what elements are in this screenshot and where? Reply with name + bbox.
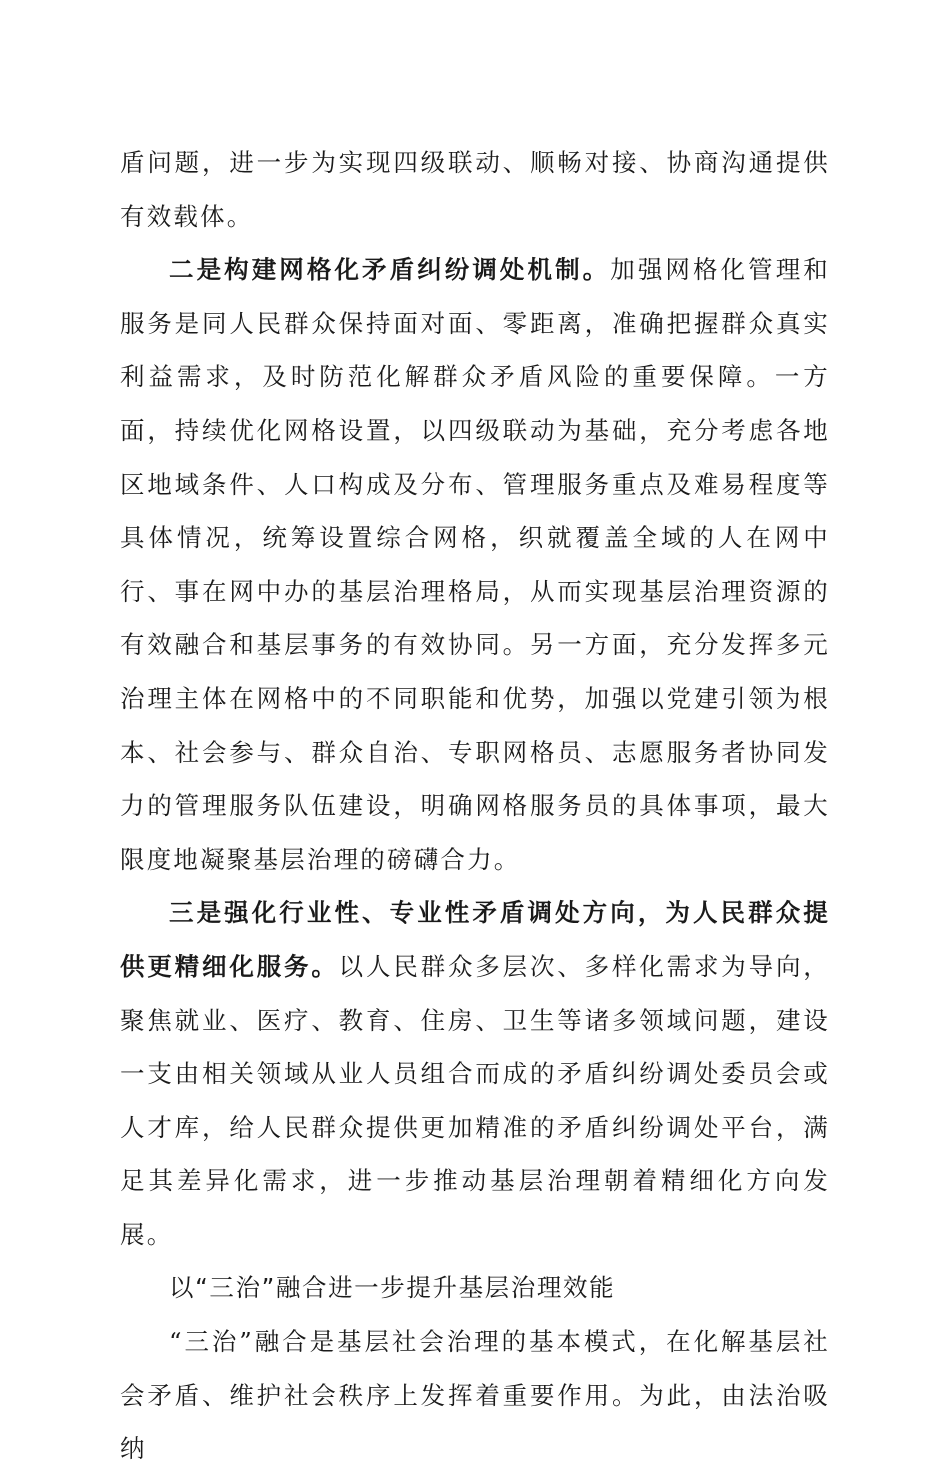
paragraph-grid-mechanism [120,243,830,886]
paragraph-professional-mediation [120,886,830,1261]
paragraph-lead: 二是构建网格化矛盾纠纷调处机制。 [169,255,611,285]
paragraph-lead: 三是强化行业性、专业性矛盾调处方向，为人民群众提供更精细化服务。 [120,898,830,981]
paragraph-body: 以人民群众多层次、多样化需求为导向，聚焦就业、医疗、教育、住房、卫生等诸多领域问题，建设一支由相关领域从业人员组合而成的矛盾纠纷调处委员会或人才库，给人民群众提供更加精准的矛盾纠纷调处平台，满足其差异化需求，进一步推动基层治理朝着精细化方向发展。 [120,951,830,1249]
paragraph-three-governance: “三治”融合是基层社会治理的基本模式，在化解基层社会矛盾、维护社会秩序上发挥着重要作用。为此，由法治吸纳 [120,1327,830,1464]
paragraph-continuation [120,136,830,243]
paragraph-body: 加强网格化管理和服务是同人民群众保持面对面、零距离，准确把握群众真实利益需求，及时防范化解群众矛盾风险的重要保障。一方面，持续优化网格设置，以四级联动为基础，充分考虑各地区地域条件、人口构成及分布、管理服务重点及难易程度等具体情况，统筹设置综合网格，织就覆盖全域的人在网中行、事在网中办的基层治理格局，从而实现基层治理资源的有效融合和基层事务的有效协同。另一方面，充分发挥多元治理主体在网格中的不同职能和优势，加强以党建引领为根本、社会参与、群众自治、专职网格员、志愿服务者协同发力的管理服务队伍建设，明确网格服务员的具体事项，最大限度地凝聚基层治理的磅礴合力。 [120,255,830,874]
document-body [120,136,830,1476]
paragraph-body: 盾问题，进一步为实现四级联动、顺畅对接、协商沟通提供有效载体。 [120,148,830,231]
section-heading: 以“三治”融合进一步提升基层治理效能 [169,1273,616,1303]
